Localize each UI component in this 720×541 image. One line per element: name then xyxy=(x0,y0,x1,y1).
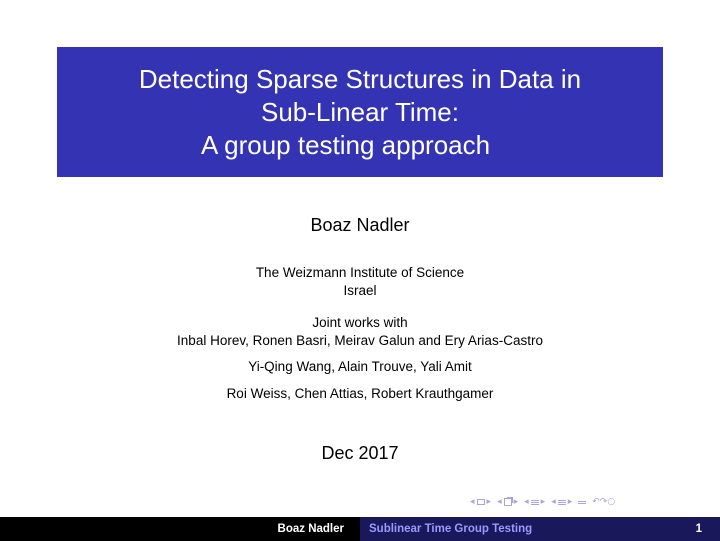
nav-right-arrow-icon: ▸ xyxy=(513,497,519,507)
footer-author xyxy=(0,517,360,541)
nav-section-icon xyxy=(531,500,539,505)
nav-document-group[interactable] xyxy=(551,497,572,507)
footer-page-number: 1 xyxy=(695,523,702,535)
title-line-2: Sub-Linear Time: xyxy=(261,96,459,127)
beamer-navigation xyxy=(470,497,615,507)
footer-short-title: Sublinear Time Group Testing xyxy=(369,523,533,535)
nav-section-group[interactable] xyxy=(524,497,545,507)
title-line-3: A group testing approach xyxy=(201,129,491,160)
footer-author-text: Boaz Nadler xyxy=(277,523,344,535)
nav-subsection-group[interactable] xyxy=(497,497,518,507)
footer-title-cell xyxy=(360,517,720,541)
institute-country: Israel xyxy=(343,283,377,298)
joint-intro: Joint works with xyxy=(312,315,408,330)
author-name: Boaz Nadler xyxy=(310,215,410,235)
footer-bar xyxy=(0,517,720,541)
nav-subsection-icon xyxy=(504,498,512,506)
nav-right-arrow-icon: ▸ xyxy=(486,497,492,507)
nav-left-arrow-icon: ◂ xyxy=(497,497,502,507)
collaborators-group-3: Roi Weiss, Chen Attias, Robert Krauthgamer xyxy=(226,386,494,401)
nav-search-group[interactable] xyxy=(592,497,615,507)
collaborators-group-1: Inbal Horev, Ronen Basri, Meirav Galun and Ery Arias-Castro xyxy=(177,333,543,348)
nav-search-icon: ↶↷○ xyxy=(592,497,616,507)
title-line-1: Detecting Sparse Structures in Data in xyxy=(138,63,582,94)
title-box xyxy=(57,47,663,177)
nav-left-arrow-icon: ◂ xyxy=(524,497,529,507)
institute-name: The Weizmann Institute of Science xyxy=(255,265,465,280)
presentation-date: Dec 2017 xyxy=(321,443,399,463)
nav-frame-group[interactable] xyxy=(470,497,491,507)
nav-appendix-icon xyxy=(578,501,586,504)
nav-appendix-group[interactable] xyxy=(578,501,586,504)
institute xyxy=(0,264,720,300)
nav-document-icon xyxy=(558,500,566,505)
nav-right-arrow-icon: ▸ xyxy=(540,497,546,507)
nav-right-arrow-icon: ▸ xyxy=(567,497,573,507)
collaborators-group-2: Yi-Qing Wang, Alain Trouve, Yali Amit xyxy=(248,359,472,374)
joint-works xyxy=(0,314,720,350)
nav-left-arrow-icon: ◂ xyxy=(470,497,475,507)
nav-left-arrow-icon: ◂ xyxy=(551,497,556,507)
nav-frame-icon xyxy=(477,499,485,505)
